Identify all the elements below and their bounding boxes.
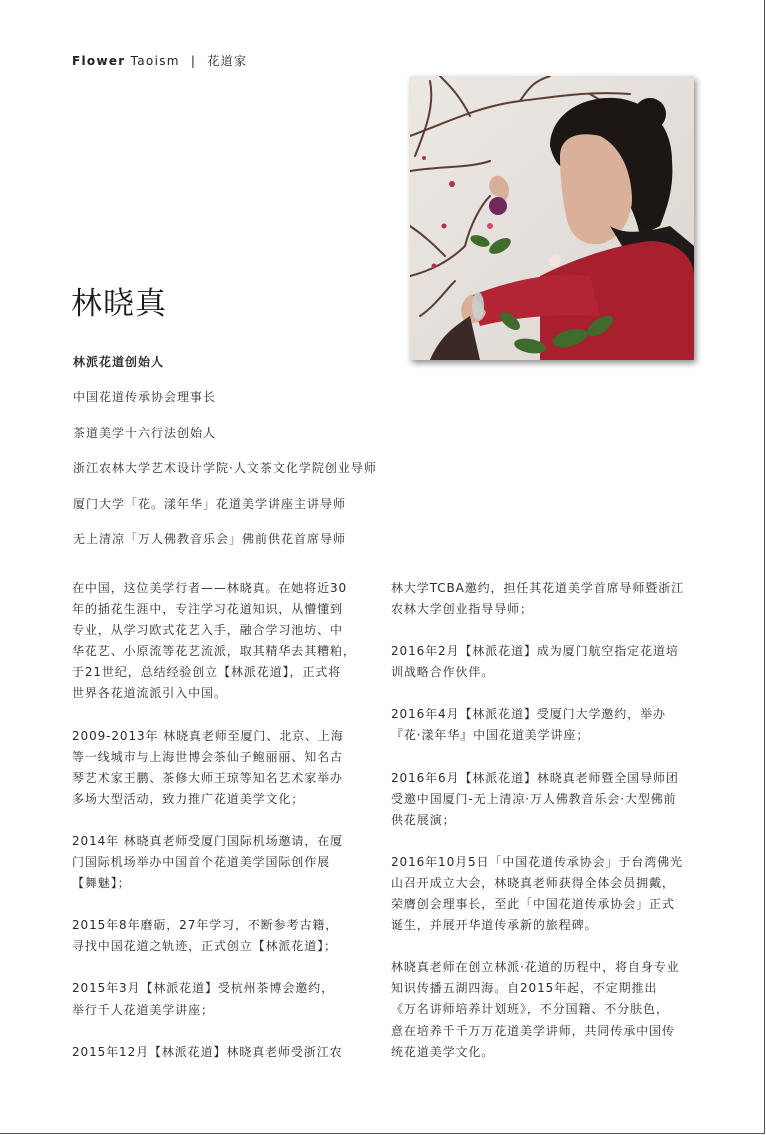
body-column-left xyxy=(72,578,369,1084)
brand-en: Taoism xyxy=(130,54,180,68)
body-paragraph xyxy=(72,915,369,957)
body-paragraph xyxy=(72,831,369,894)
body-line: 『花·漾年华』中国花道美学讲座； xyxy=(391,728,590,743)
body-line: 等一线城市与上海世博会茶仙子鲍丽丽、知名古 xyxy=(72,749,343,764)
body-line: 受邀中国厦门-无上清凉·万人佛教音乐会·大型佛前 xyxy=(391,791,677,806)
body-line: 寻找中国花道之轨迹，正式创立【林派花道】； xyxy=(72,939,337,954)
body-line: 农林大学创业指导导师； xyxy=(391,602,533,617)
brand-cn: 花道家 xyxy=(207,54,248,68)
title-item: 浙江农林大学艺术设计学院·人文茶文化学院创业导师 xyxy=(73,461,377,476)
brand-en-bold: Flower xyxy=(72,54,126,68)
body-line: 统花道美学文化。 xyxy=(391,1044,495,1059)
body-line: 2016年4月【林派花道】受厦门大学邀约，举办 xyxy=(391,707,666,722)
body-line: 2014年 林晓真老师受厦门国际机场邀请，在厦 xyxy=(72,833,344,848)
body-line: 年的插花生涯中，专注学习花道知识，从懵懂到 xyxy=(72,602,343,617)
body-line: 2015年3月【林派花道】受杭州茶博会邀约， xyxy=(72,981,334,996)
titles-list xyxy=(73,352,413,564)
body-line: 2016年2月【林派花道】成为厦门航空指定花道培 xyxy=(391,644,679,659)
body-line: 多场大型活动，致力推广花道美学文化； xyxy=(72,791,305,806)
body-line: 知识传播五湖四海。自2015年起，不定期推出 xyxy=(391,981,658,996)
body-line: 【舞魅】； xyxy=(72,876,131,891)
body-line: 荣膺创会理事长，至此「中国花道传承协会」正式 xyxy=(391,897,675,912)
body-line: 琴艺术家王鹏、茶修大师王琼等知名艺术家举办 xyxy=(72,770,343,785)
body-line: 专业，从学习欧式花艺入手，融合学习池坊、中 xyxy=(72,623,343,638)
page-header xyxy=(72,52,247,69)
body-line: 2015年12月【林派花道】林晓真老师受浙江农 xyxy=(72,1044,343,1059)
body-line: 供花展演； xyxy=(391,812,456,827)
body-line: 华花艺、小原流等花艺流派，取其精华去其糟粕， xyxy=(72,644,356,659)
body-paragraph xyxy=(391,957,706,1062)
body-line: 2015年8年磨砺，27年学习，不断参考古籍， xyxy=(72,918,339,933)
title-item: 中国花道传承协会理事长 xyxy=(73,390,217,405)
body-line: 诞生，并展开华道传承新的旅程碑。 xyxy=(391,918,598,933)
body-line: 于21世纪，总结经验创立【林派花道】，正式将 xyxy=(72,665,342,680)
body-paragraph xyxy=(391,768,706,831)
body-line: 2009-2013年 林晓真老师至厦门、北京、上海 xyxy=(72,728,344,743)
body-line: 《万名讲师培养计划班》，不分国籍、不分肤色， xyxy=(391,1002,669,1017)
body-line: 2016年10月5日「中国花道传承协会」于台湾佛光 xyxy=(391,854,683,869)
header-separator: | xyxy=(190,54,197,68)
title-item: 无上清凉「万人佛教音乐会」佛前供花首席导师 xyxy=(73,531,347,546)
title-item: 茶道美学十六行法创始人 xyxy=(73,425,217,440)
body-paragraph xyxy=(391,641,706,683)
body-paragraph xyxy=(391,704,706,746)
body-line: 林晓真老师在创立林派·花道的历程中，将自身专业 xyxy=(391,960,680,975)
title-item: 林派花道创始人 xyxy=(73,355,165,369)
body-paragraph xyxy=(391,852,706,936)
body-paragraph xyxy=(391,578,706,620)
body-paragraph xyxy=(72,978,369,1020)
body-paragraph xyxy=(72,578,369,705)
person-name: 林晓真 xyxy=(71,286,167,322)
title-item: 厦门大学「花。漾年华」花道美学讲座主讲导师 xyxy=(73,496,347,511)
body-line: 训战略合作伙伴。 xyxy=(391,665,495,680)
body-column-right xyxy=(391,578,706,1084)
body-line: 门国际机场举办中国首个花道美学国际创作展 xyxy=(72,855,331,870)
body-line: 意在培养千千万万花道美学讲师，共同传承中国传 xyxy=(391,1023,675,1038)
body-paragraph xyxy=(72,1042,369,1063)
body-line: 山召开成立大会，林晓真老师获得全体会员拥戴， xyxy=(391,875,675,890)
body-line: 林大学TCBA邀约，担任其花道美学首席导师暨浙江 xyxy=(391,581,685,595)
body-line: 在中国，这位美学行者——林晓真。在她将近30 xyxy=(72,581,348,595)
body-line: 2016年6月【林派花道】林晓真老师暨全国导师团 xyxy=(391,770,679,785)
portrait-photo xyxy=(410,76,694,360)
body-line: 举行千人花道美学讲座； xyxy=(72,1002,214,1017)
body-line: 世界各花道流派引入中国。 xyxy=(72,686,227,701)
body-paragraph xyxy=(72,726,369,810)
